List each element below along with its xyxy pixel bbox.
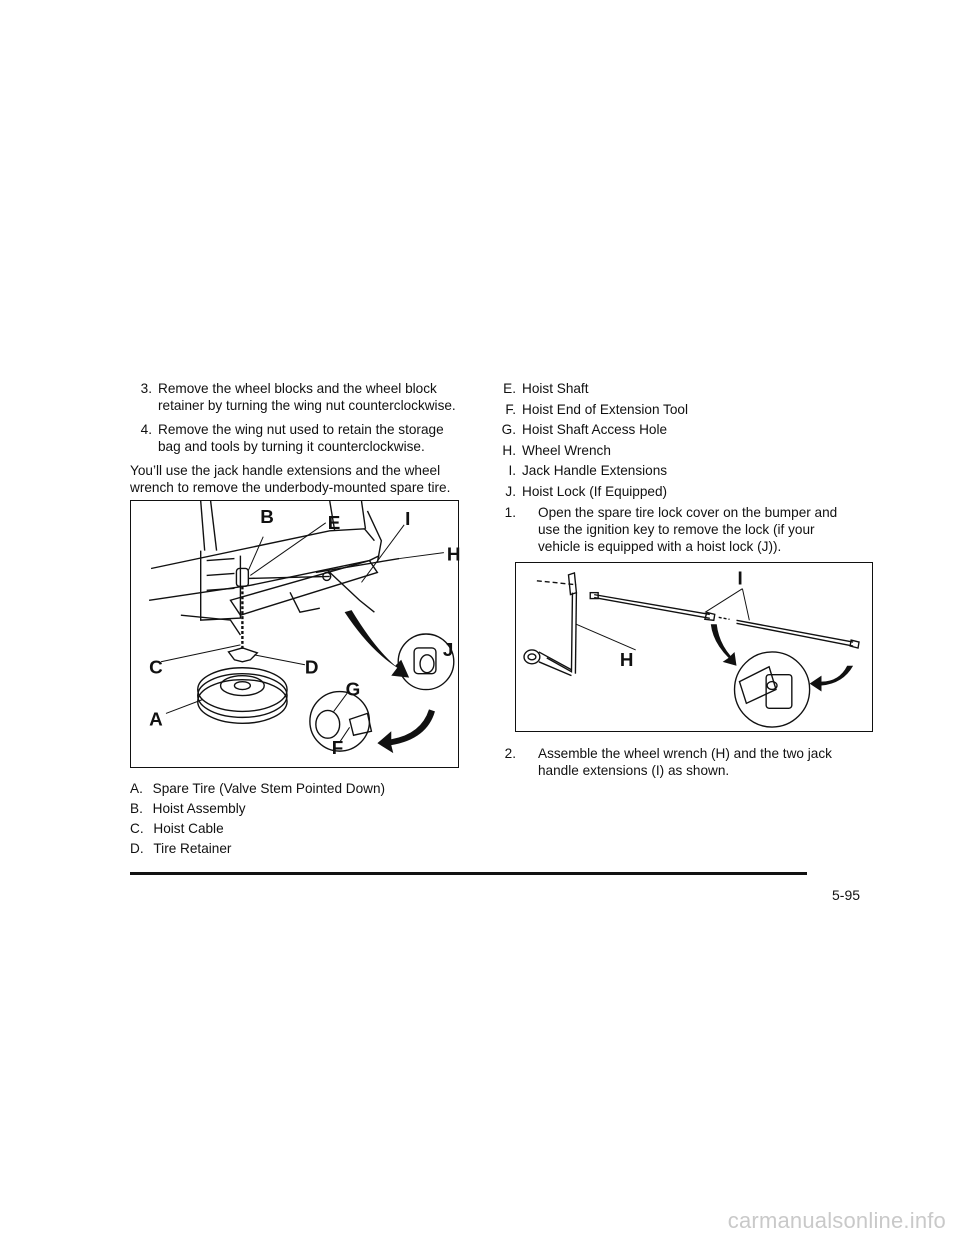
callout-A: A <box>149 708 163 730</box>
step-1: 1. Open the spare tire lock cover on the bumper and use the ignition key to remove the lock (if your vehicle is equipped with a hoist lock (J)). <box>504 505 838 554</box>
footer-rule <box>130 872 807 875</box>
legend-J: J. Hoist Lock (If Equipped) <box>505 484 668 499</box>
callout-C: C <box>149 656 163 678</box>
hoist-diagram <box>131 501 461 767</box>
step-4-line-2: bag and tools by turning it counterclockwise. <box>158 439 425 454</box>
callout-B: B <box>260 505 274 527</box>
legend-G: G. Hoist Shaft Access Hole <box>501 422 668 437</box>
step-2: 2. Assemble the wheel wrench (H) and the two jack handle extensions (I) as shown. <box>504 746 832 778</box>
spare-tire-hoist-illustration <box>130 500 459 768</box>
step-3-line-2: retainer by turning the wing nut counterclockwise. <box>158 398 456 413</box>
legend-I: I. Jack Handle Extensions <box>508 463 668 478</box>
step-3: 3. Remove the wheel blocks and the wheel block retainer by turning the wing nut counterclockwise. <box>140 381 456 413</box>
callout-F: F <box>331 737 344 759</box>
legend-E: E. Hoist Shaft <box>503 381 589 396</box>
wrench-assembly-illustration <box>515 562 873 732</box>
callout-J: J <box>442 638 454 660</box>
callout-G: G <box>345 678 361 700</box>
legend-A: A. Spare Tire (Valve Stem Pointed Down) <box>130 781 386 796</box>
intro-paragraph: You’ll use the jack handle extensions and the wheel wrench to remove the underbody-mounted spare tire. <box>130 463 451 495</box>
callout-D: D <box>304 656 319 678</box>
step-4: 4. Remove the wing nut used to retain the storage bag and tools by turning it counterclockwise. <box>140 422 444 454</box>
legend-F: F. Hoist End of Extension Tool <box>505 402 688 417</box>
step-3-line-1: Remove the wheel blocks and the wheel block <box>158 381 437 396</box>
callout-H: H <box>619 648 634 670</box>
watermark[interactable]: carmanualsonline.info <box>727 1208 946 1233</box>
page-number: 5-95 <box>832 887 861 903</box>
legend-B: B. Hoist Assembly <box>130 801 246 816</box>
step-4-line-1: Remove the wing nut used to retain the storage <box>158 422 444 437</box>
legend-C: C. Hoist Cable <box>130 821 224 836</box>
legend-D: D. Tire Retainer <box>130 841 232 856</box>
callout-H: H <box>446 543 461 565</box>
callout-I: I <box>737 567 743 589</box>
callout-I: I <box>405 507 411 529</box>
wrench-extension-diagram <box>516 563 872 731</box>
callout-E: E <box>327 511 341 533</box>
legend-H: H. Wheel Wrench <box>502 443 611 458</box>
